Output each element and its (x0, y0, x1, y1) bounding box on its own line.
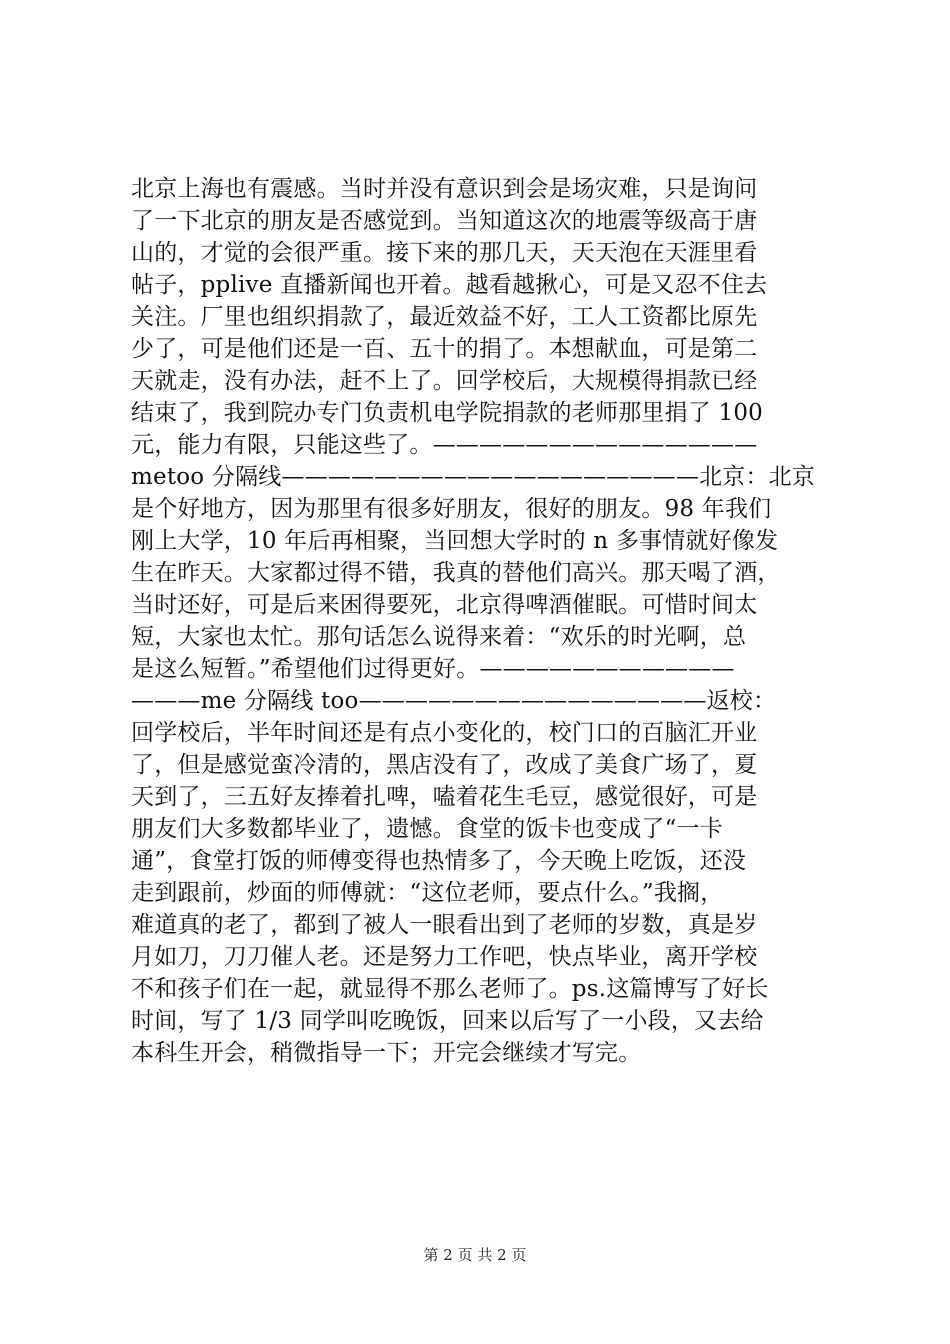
text-line: 元，能力有限，只能这些了。—————————————— (131, 432, 758, 458)
text-line: metoo 分隔线——————————————————北京：北京 (131, 464, 816, 490)
text-line: 通”，食堂打饭的师傅变得也热情多了，今天晚上吃饭，还没 (131, 848, 747, 874)
text-line: 刚上大学，10 年后再相聚，当回想大学时的 n 多事情就好像发 (131, 528, 779, 554)
text-line: 了一下北京的朋友是否感觉到。当知道这次的地震等级高于唐 (131, 208, 758, 234)
text-line: 是这么短暂。”希望他们过得更好。——————————— (131, 656, 735, 682)
text-line: 生在昨天。大家都过得不错，我真的替他们高兴。那天喝了酒， (131, 560, 781, 586)
text-line: ———me 分隔线 too———————————————返校： (131, 688, 777, 714)
text-line: 山的，才觉的会很严重。接下来的那几天，天天泡在天涯里看 (131, 240, 758, 266)
text-line: 回学校后，半年时间还是有点小变化的，校门口的百脑汇开业 (131, 720, 758, 746)
text-line: 结束了，我到院办专门负责机电学院捐款的老师那里捐了 100 (131, 400, 764, 426)
text-line: 月如刀，刀刀催人老。还是努力工作吧，快点毕业，离开学校 (131, 944, 758, 970)
text-line: 了，但是感觉蛮冷清的，黑店没有了，改成了美食广场了，夏 (131, 752, 758, 778)
text-line: 不和孩子们在一起，就显得不那么老师了。ps.这篇博写了好长 (131, 976, 769, 1002)
text-line: 少了，可是他们还是一百、五十的捐了。本想献血，可是第二 (131, 336, 758, 362)
page-number-label: 第 2 页 共 2 页 (423, 1246, 527, 1264)
text-line: 关注。厂里也组织捐款了，最近效益不好，工人工资都比原先 (131, 304, 758, 330)
text-line: 朋友们大多数都毕业了，遗憾。食堂的饭卡也变成了“一卡 (131, 816, 723, 842)
text-line: 是个好地方，因为那里有很多好朋友，很好的朋友。98 年我们 (131, 496, 772, 522)
text-line: 走到跟前，炒面的师傅就：“这位老师，要点什么。”我搁， (131, 880, 724, 906)
text-line: 短，大家也太忙。那句话怎么说得来着：“欢乐的时光啊，总 (131, 624, 747, 650)
page-footer (0, 1245, 950, 1265)
text-line: 时间，写了 1/3 同学叫吃晚饭，回来以后写了一小段，又去给 (131, 1008, 764, 1034)
text-line: 难道真的老了，都到了被人一眼看出到了老师的岁数，真是岁 (131, 912, 758, 938)
text-line: 当时还好，可是后来困得要死，北京得啤酒催眠。可惜时间太 (131, 592, 758, 618)
body-text (131, 173, 831, 1069)
text-line: 天到了，三五好友捧着扎啤，嗑着花生毛豆，感觉很好，可是 (131, 784, 758, 810)
text-line: 天就走，没有办法，赶不上了。回学校后，大规模得捐款已经 (131, 368, 758, 394)
text-line: 本科生开会，稍微指导一下；开完会继续才写完。 (131, 1040, 642, 1066)
text-line: 北京上海也有震感。当时并没有意识到会是场灾难，只是询问 (131, 176, 758, 202)
text-line: 帖子，pplive 直播新闻也开着。越看越揪心，可是又忍不住去 (131, 272, 768, 298)
